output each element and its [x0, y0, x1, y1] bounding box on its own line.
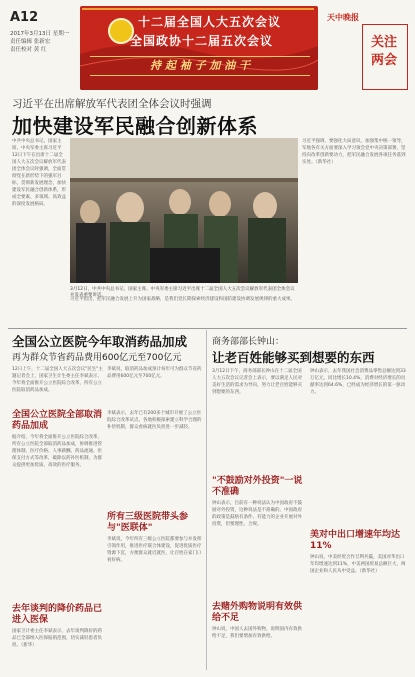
right-story-body: 钟山表示，去年我国社会消费品零售总额达到33万亿元，同比增长10.4%，消费对经济增长的贡献率达到64.6%，已经成为经济增长的第一驱动力。 — [310, 369, 406, 395]
issue-meta — [10, 30, 76, 54]
banner-gold-line — [82, 8, 314, 10]
banner-headline-npc: 十二届全国人大五次会议 — [138, 15, 282, 29]
section-divider — [8, 328, 407, 329]
right-story-body: 3月12日下午，商务部部长钟山在十二届全国人大五次会议记者会上表示，要以满足人民对美好生活的需求为导向，努力让老百姓能够买到想要的东西。 — [212, 369, 302, 395]
left-story-subheading: 所有三级医院带头参与"医联体" — [107, 512, 189, 533]
section-label: 关注两会 — [370, 35, 397, 68]
top-story-body: 习近平强调，要强化大局意识，加强集中统一领导，军地各有关方面要深入学习领会党中央决策部署，坚持向改革创新要动力，把军民融合发展各项任务落到实处。（新华社） — [302, 139, 406, 165]
left-story-body: 据介绍，今年将全面推开公立医院综合改革，所有公立医院全部取消药品加成，协调推进管理体制、医疗价格、人事薪酬、药品流通、医保支付方式等改革，破除以药补医机制，为群众提供更加优质、高效的医疗服务。 — [12, 435, 102, 468]
left-story-body: 国家卫计委主任李斌表示，去年谈判降价的药品已全部纳入医保报销范围，切实减轻患者负担。（新华） — [12, 629, 102, 648]
top-story-subtitle: 习近平在出席解放军代表团全体会议时强调 — [12, 98, 212, 110]
left-story-body: 李斌表示，去年已有200多个城市开展了公立医院综合改革试点，各地积极探索建立科学合理的补偿机制，群众看病就医负担进一步减轻。 — [107, 411, 202, 430]
right-story-body: 钟山说，中美经贸合作互利共赢，美国对华出口年均增速达到11%，中美两国贸易总额巨大，两国企业和人民从中受益。（新华社） — [310, 555, 406, 574]
page-header — [0, 0, 415, 92]
left-story-body: 12日上午，十二届全国人大五次会议"民生"主题记者会上，国家卫生计生委主任李斌表示，今年将全面推开公立医院综合改革，所有公立医院取消药品加成。 — [12, 367, 103, 393]
news-photo — [70, 138, 298, 283]
left-story-title: 全国公立医院今年取消药品加成 — [12, 334, 188, 349]
right-story-kicker: 商务部部长钟山： — [212, 337, 285, 347]
right-story-subheading: 去赌外购物说明有效供给不足 — [212, 602, 303, 623]
left-story-body: 李斌说，今年所有三级公立医院都要参与并发挥引领作用，推进医疗联合体建设，促进优质医疗资源下沉，方便群众就近就医，让百姓在家门口看好病。 — [107, 537, 202, 563]
right-story-subheading: 美对中出口增速年均达11% — [310, 530, 401, 551]
top-story-body: 习近平指出，把军民融合发展上升为国家战略，是我们党长期探索经济建设和国防建设协调发展规律的重大成果。 — [70, 297, 295, 302]
right-story-body: 钟山说，中国人去国外购物，说明国内有效供给不足，我们要增加有效供给。 — [212, 627, 302, 639]
photo-scene — [70, 138, 298, 283]
left-story-subtitle: 再为群众节省药品费用600亿元至700亿元 — [12, 353, 182, 363]
page-number: A12 — [10, 10, 39, 25]
banner-slogan: 持 起 袖 子 加 油 干 — [90, 56, 310, 76]
right-story-title: 让老百姓能够买到想要的东西 — [212, 350, 375, 365]
right-story-body: 钟山表示，目前有一种说法认为中国政府不鼓励对外投资，这种说法是不准确的。中国政府的政策是鼓励有条件、有能力的企业开展对外投资，但要理性、合规。 — [212, 501, 302, 527]
top-story-title: 加快建设军民融合创新体系 — [12, 114, 258, 138]
newspaper-logo: 天中晚报 — [327, 13, 359, 22]
meta-line: 责任校对 黄 红 — [10, 47, 47, 53]
column-divider — [206, 330, 207, 670]
right-story-subheading: "不鼓励对外投资"一说不准确 — [212, 476, 303, 497]
left-story-subheading: 去年谈判的降价药品已进入医保 — [12, 604, 103, 625]
photo-caption: 3月12日，中共中央总书记、国家主席、中央军委主席习近平出席十二届全国人大五次会议解放军代表团全体会议并发表重要讲话。 — [70, 287, 295, 298]
banner-headline-cppcc: 全国政协十二届五次会议 — [130, 34, 274, 48]
meta-line: 责任编辑 张新宏 — [10, 39, 51, 45]
left-story-subheading: 全国公立医院全部取消药品加成 — [12, 410, 103, 431]
top-story-body: 中共中央总书记、国家主席、中央军委主席习近平12日下午在出席十二届全国人大五次会议解放军代表团全体会议时强调，全面贯彻党在新形势下的强军目标，贯彻新发展理念，加快建设军民融合创新体系，形成全要素、多领域、高效益的深度发展格局。 — [12, 139, 66, 207]
left-story-body: 李斌说，取消药品加成预计每年可为群众节省药品费用600亿元至700亿元。 — [107, 367, 202, 379]
meta-line: 2017年3月13日 星期一 — [10, 31, 70, 37]
